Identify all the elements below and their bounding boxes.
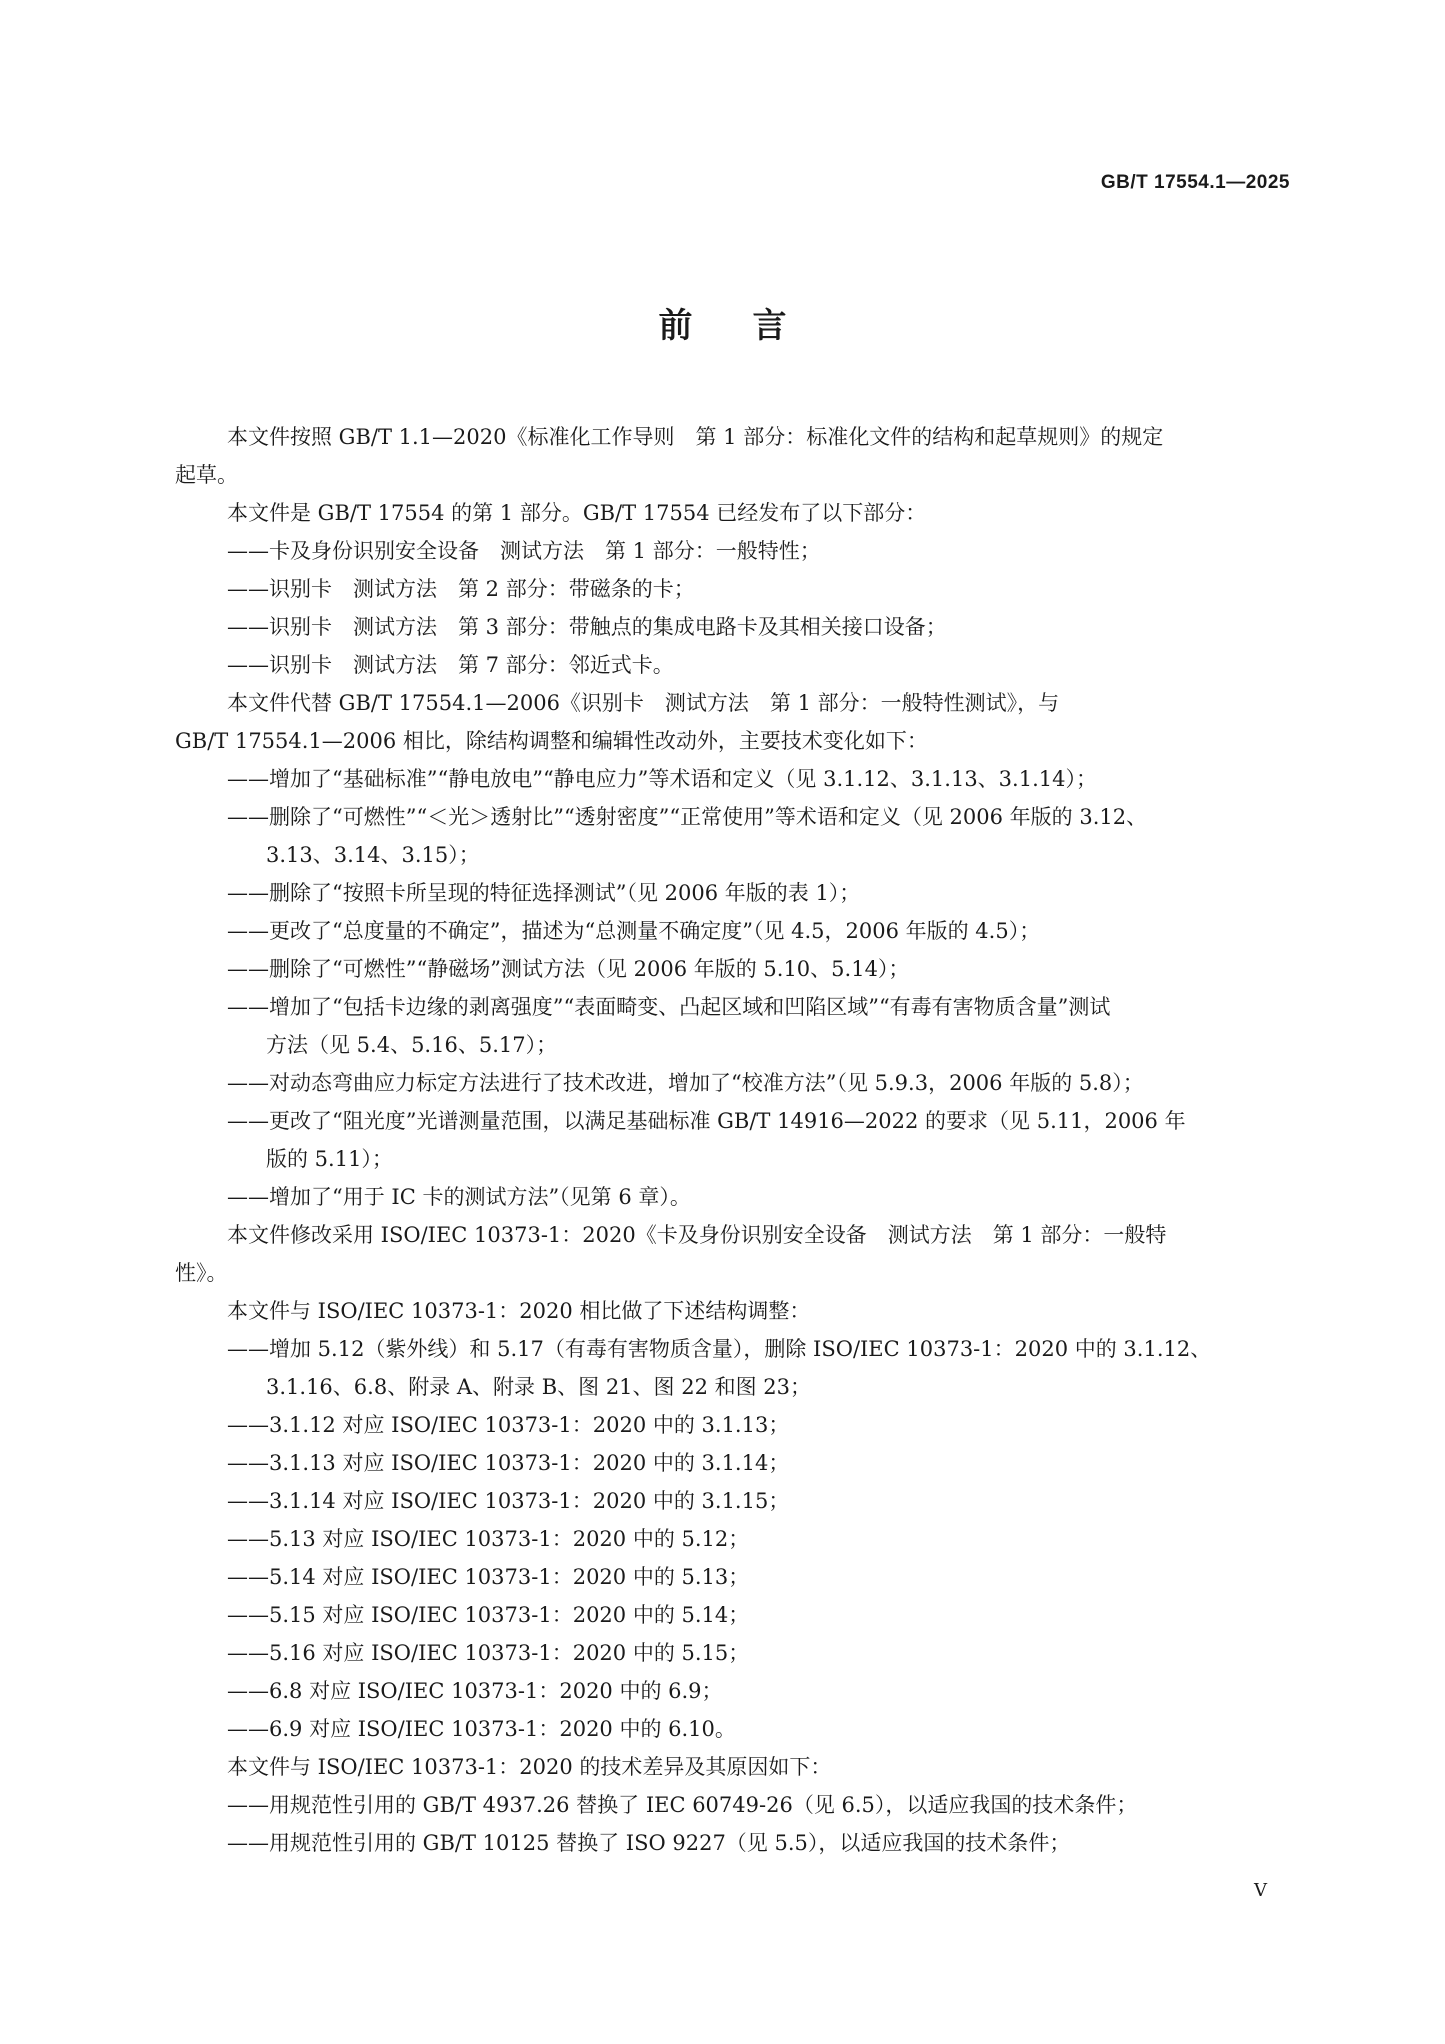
text-line: ——对动态弯曲应力标定方法进行了技术改进，增加了“校准方法”（见 5.9.3，2006 年版的 5.8）； bbox=[227, 1071, 1144, 1095]
text-line: 3.1.16、6.8、附录 A、附录 B、图 21、图 22 和图 23； bbox=[266, 1375, 812, 1399]
text-line: ——5.13 对应 ISO/IEC 10373-1：2020 中的 5.12； bbox=[227, 1527, 750, 1551]
text-line: 本文件与 ISO/IEC 10373-1：2020 的技术差异及其原因如下： bbox=[227, 1755, 832, 1779]
text-line: 本文件修改采用 ISO/IEC 10373-1：2020《卡及身份识别安全设备 测试方法 第 1 部分：一般特 bbox=[227, 1223, 1167, 1247]
text-line: ——用规范性引用的 GB/T 10125 替换了 ISO 9227（见 5.5），以适应我国的技术条件； bbox=[227, 1831, 1071, 1855]
text-line: ——删除了“按照卡所呈现的特征选择测试”（见 2006 年版的表 1）； bbox=[227, 881, 861, 905]
text-line: 本文件与 ISO/IEC 10373-1：2020 相比做了下述结构调整： bbox=[227, 1299, 811, 1323]
text-line: ——识别卡 测试方法 第 2 部分：带磁条的卡； bbox=[227, 577, 695, 601]
page-number: V bbox=[1254, 1880, 1267, 1901]
text-line: ——删除了“可燃性”“静磁场”测试方法（见 2006 年版的 5.10、5.14）； bbox=[227, 957, 910, 981]
text-line: 本文件代替 GB/T 17554.1—2006《识别卡 测试方法 第 1 部分：一般特性测试》，与 bbox=[227, 691, 1060, 715]
text-line: ——增加 5.12（紫外线）和 5.17（有毒有害物质含量），删除 ISO/IEC 10373-1：2020 中的 3.1.12、 bbox=[227, 1337, 1212, 1361]
preface-body bbox=[175, 418, 1295, 1862]
text-line: 起草。 bbox=[175, 463, 238, 487]
text-line: ——5.16 对应 ISO/IEC 10373-1：2020 中的 5.15； bbox=[227, 1641, 750, 1665]
text-line: ——5.15 对应 ISO/IEC 10373-1：2020 中的 5.14； bbox=[227, 1603, 750, 1627]
text-line: ——更改了“阻光度”光谱测量范围，以满足基础标准 GB/T 14916—2022 的要求（见 5.11，2006 年 bbox=[227, 1109, 1186, 1133]
text-line: ——增加了“包括卡边缘的剥离强度”“表面畸变、凸起区域和凹陷区域”“有毒有害物质含量”测试 bbox=[227, 995, 1111, 1019]
text-line: 版的 5.11）； bbox=[266, 1147, 393, 1171]
text-line: ——3.1.14 对应 ISO/IEC 10373-1：2020 中的 3.1.15； bbox=[227, 1489, 790, 1513]
text-line: 本文件是 GB/T 17554 的第 1 部分。GB/T 17554 已经发布了以下部分： bbox=[227, 501, 927, 525]
text-line: ——卡及身份识别安全设备 测试方法 第 1 部分：一般特性； bbox=[227, 539, 821, 563]
text-line: 方法（见 5.4、5.16、5.17）； bbox=[266, 1033, 558, 1057]
text-line: ——识别卡 测试方法 第 3 部分：带触点的集成电路卡及其相关接口设备； bbox=[227, 615, 947, 639]
text-line: ——5.14 对应 ISO/IEC 10373-1：2020 中的 5.13； bbox=[227, 1565, 750, 1589]
text-line: ——6.8 对应 ISO/IEC 10373-1：2020 中的 6.9； bbox=[227, 1679, 723, 1703]
text-line: ——删除了“可燃性”“＜光＞透射比”“透射密度”“正常使用”等术语和定义（见 2006 年版的 3.12、 bbox=[227, 805, 1148, 829]
text-line: ——增加了“用于 IC 卡的测试方法”（见第 6 章）。 bbox=[227, 1185, 691, 1209]
text-line: ——3.1.12 对应 ISO/IEC 10373-1：2020 中的 3.1.13； bbox=[227, 1413, 790, 1437]
text-line: GB/T 17554.1—2006 相比，除结构调整和编辑性改动外，主要技术变化如下： bbox=[175, 729, 928, 753]
text-line: ——3.1.13 对应 ISO/IEC 10373-1：2020 中的 3.1.14； bbox=[227, 1451, 790, 1475]
text-line: 3.13、3.14、3.15）； bbox=[266, 843, 480, 867]
text-line: ——增加了“基础标准”“静电放电”“静电应力”等术语和定义（见 3.1.12、3.1.13、3.1.14）； bbox=[227, 767, 1097, 791]
text-line: ——识别卡 测试方法 第 7 部分：邻近式卡。 bbox=[227, 653, 674, 677]
text-line: ——6.9 对应 ISO/IEC 10373-1：2020 中的 6.10。 bbox=[227, 1717, 736, 1741]
standard-number: GB/T 17554.1—2025 bbox=[1100, 172, 1290, 193]
text-line: 性》。 bbox=[175, 1261, 228, 1285]
page-title: 前言 bbox=[658, 306, 847, 346]
text-line: ——用规范性引用的 GB/T 4937.26 替换了 IEC 60749-26（见 6.5），以适应我国的技术条件； bbox=[227, 1793, 1138, 1817]
text-line: 本文件按照 GB/T 1.1—2020《标准化工作导则 第 1 部分：标准化文件的结构和起草规则》的规定 bbox=[227, 425, 1164, 449]
text-line: ——更改了“总度量的不确定”，描述为“总测量不确定度”（见 4.5，2006 年版的 4.5）； bbox=[227, 919, 1041, 943]
